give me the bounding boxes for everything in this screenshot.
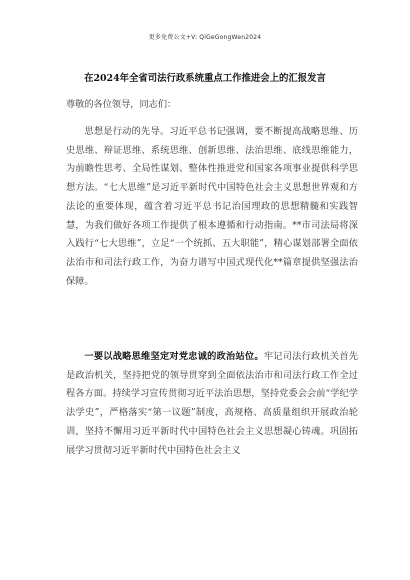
paragraph-lead-heading: 一要以战略思维坚定对党忠诚的政治站位。 <box>84 351 264 362</box>
document-title: 在2024年全省司法行政系统重点工作推进会上的汇报发言 <box>84 73 326 84</box>
salutation: 尊敬的各位领导，同志们： <box>66 99 177 110</box>
body-paragraph-1: 思想是行动的先导。习近平总书记强调，要不断提高战略思维、历史思维、辩证思维、系统思维、创新思维、法治思维、底线思维能力，为前瞻性思考、全局性谋划、整体性推进党和国家各项事业提供科学思想方法。“七大思维”是习近平新时代中国特色社会主义思想世界观和方法论的重要体现，蕴含着习近平总书记治国理政的思想精髓和实践智慧，为我们做好各项工作提供了根本遵循和行动指南。**市司法局将深入践行“七大思维”，立足“一个统抓、五大职能”，精心谋划部署全面依法治市和司法行政工作，为奋力谱写中国式现代化**篇章提供坚强法治保障。 <box>66 126 358 287</box>
body-paragraph-2 <box>66 348 358 460</box>
header-note: 更多免费公文+V: QiGeGongWen2024 <box>148 34 262 41</box>
paragraph-body-text: 牢记司法行政机关首先是政治机关，坚持把党的领导贯穿到全面依法治市和司法行政工作全过程各方面。持续学习宣传贯彻习近平法治思想，坚持党委会会前“学纪学法学史”，严格落实“第一议题”制度，高规格、高质量组织开展政治轮训，坚持不懈用习近平新时代中国特色社会主义思想凝心铸魂。巩固拓展学习贯彻习近平新时代中国特色社会主义 <box>66 351 359 456</box>
